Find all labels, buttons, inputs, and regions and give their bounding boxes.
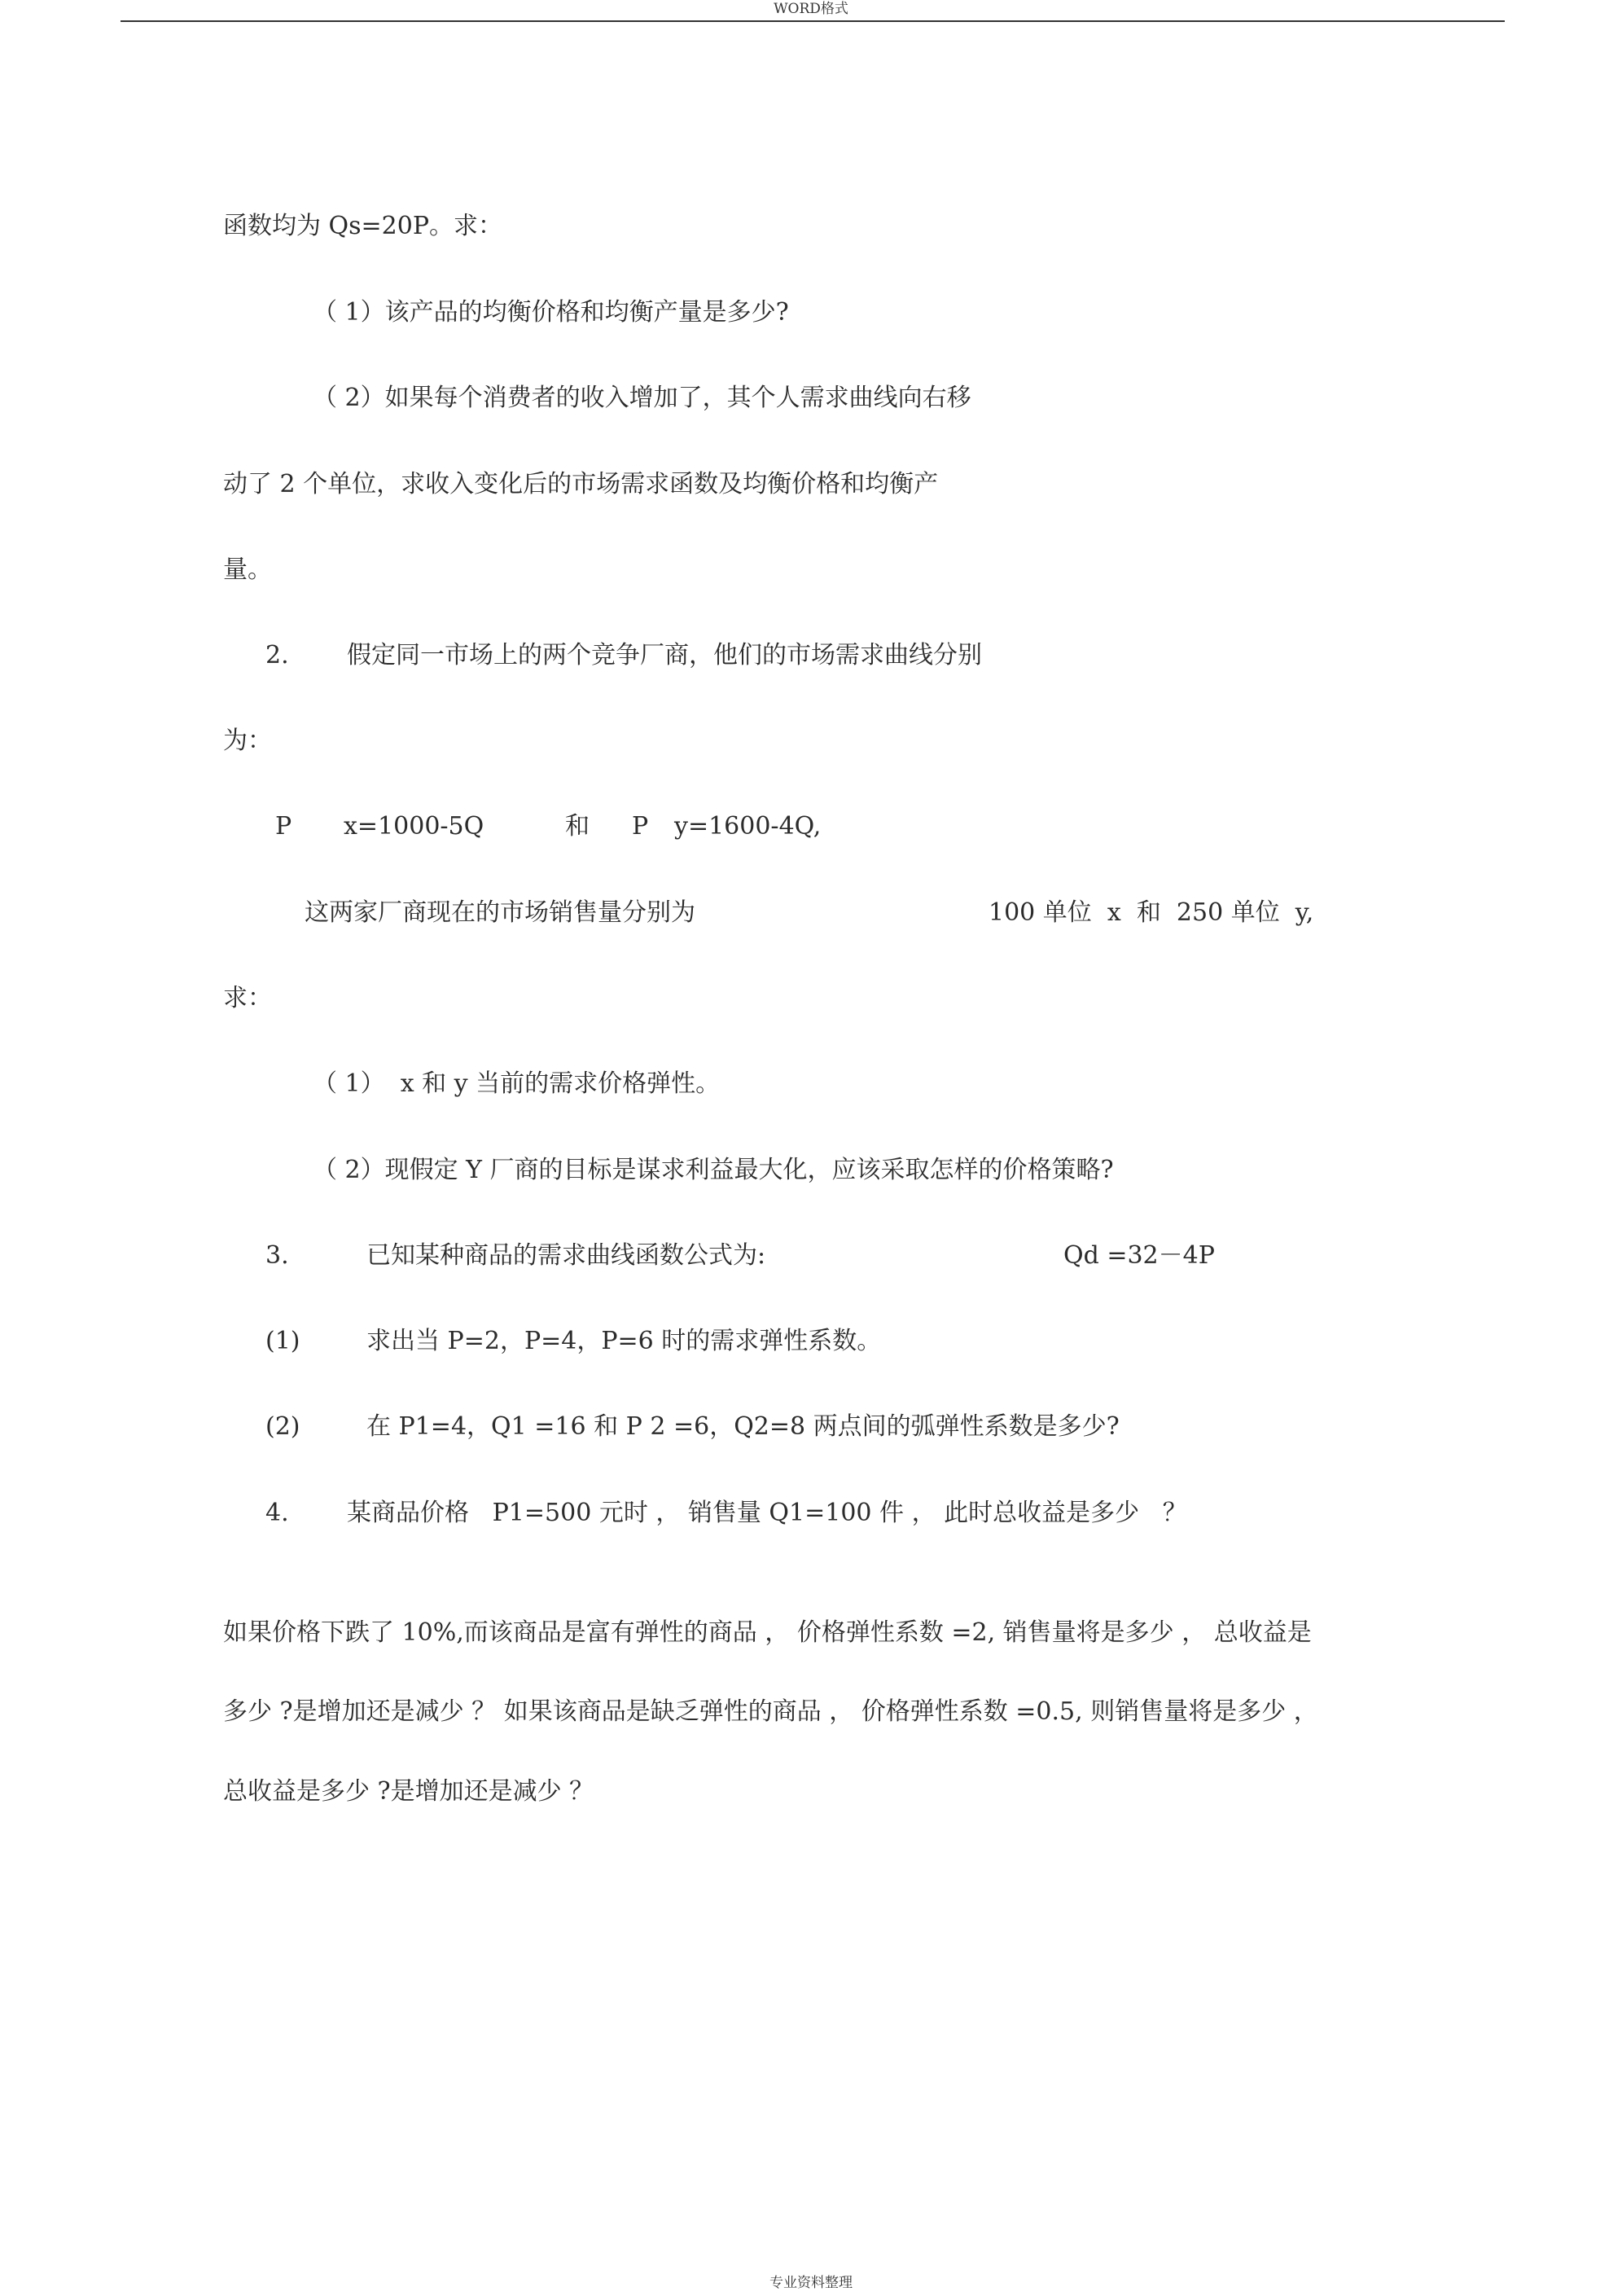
paragraph-line-1: 函数均为 Qs=20P。求： (223, 212, 503, 240)
equation-y: y=1600-4Q, (674, 812, 822, 841)
sales-text: 这两家厂商现在的市场销售量分别为 (305, 898, 695, 927)
question-2-sub-1: （ 1） x 和 y 当前的需求价格弹性。 (313, 1069, 721, 1098)
equation-p-x: P (275, 812, 292, 841)
sales-line (223, 897, 1363, 929)
question-2-sub-2: （ 2）现假定 Y 厂商的目标是谋求利益最大化，应该采取怎样的价格策略? (313, 1156, 1114, 1184)
equation-p-y: P (632, 812, 649, 841)
question-3-text: 已知某种商品的需求曲线函数公式为: (366, 1241, 766, 1270)
question-4-text: 某商品价格 P1=500 元时 ， 销售量 Q1=100 件 ， 此时总收益是多少 ？ (347, 1499, 1187, 1527)
question-3-sub-1-number: (1) (265, 1327, 300, 1355)
question-3-sub-2-text: 在 P1=4，Q1 =16 和 P 2 =6，Q2=8 两点间的弧弹性系数是多少? (366, 1412, 1120, 1441)
header-divider (121, 20, 1505, 22)
question-1-sub-1: （ 1）该产品的均衡价格和均衡产量是多少? (313, 298, 789, 327)
question-3-sub-1-text: 求出当 P=2，P=4，P=6 时的需求弹性系数。 (366, 1327, 882, 1355)
question-2-number: 2. (265, 641, 289, 669)
question-2-line (223, 639, 1119, 672)
question-4-line-3: 多少 ?是增加还是减少 ？ 如果该商品是缺乏弹性的商品 ， 价格弹性系数 =0.5, 则销售量将是多少 ， (223, 1697, 1318, 1726)
question-1-sub-2: （ 2）如果每个消费者的收入增加了，其个人需求曲线向右移 (313, 384, 971, 412)
question-4-line-2: 如果价格下跌了 10%,而该商品是富有弹性的商品 ， 价格弹性系数 =2, 销售量将是多少 ， 总收益是 (223, 1618, 1312, 1647)
question-3-formula: Qd =32－4P (1063, 1241, 1215, 1270)
question-2-text: 假定同一市场上的两个竞争厂商，他们的市场需求曲线分别 (347, 641, 982, 669)
question-4-line (223, 1497, 1282, 1530)
question-2-ask: 求： (223, 984, 272, 1012)
page-header: WORD格式 (774, 1, 848, 17)
question-1-sub-2-cont: 动了 2 个单位，求收入变化后的市场需求函数及均衡价格和均衡产 (223, 470, 939, 498)
demand-equations (223, 810, 956, 843)
question-1-sub-2-end: 量。 (223, 555, 272, 584)
equation-x: x=1000-5Q (344, 812, 484, 841)
sales-values: 100 单位 x 和 250 单位 y, (989, 898, 1314, 927)
question-3-line (223, 1240, 1282, 1272)
question-3-sub-2 (223, 1411, 1282, 1443)
equation-and: 和 (565, 812, 590, 841)
question-3-sub-2-number: (2) (265, 1412, 300, 1441)
question-2-cont: 为： (223, 727, 272, 755)
question-4-number: 4. (265, 1499, 289, 1527)
question-3-number: 3. (265, 1241, 289, 1270)
question-4-line-4: 总收益是多少 ?是增加还是减少 ？ (223, 1777, 594, 1806)
page-footer: 专业资料整理 (769, 2275, 853, 2291)
question-3-sub-1 (223, 1325, 1200, 1358)
